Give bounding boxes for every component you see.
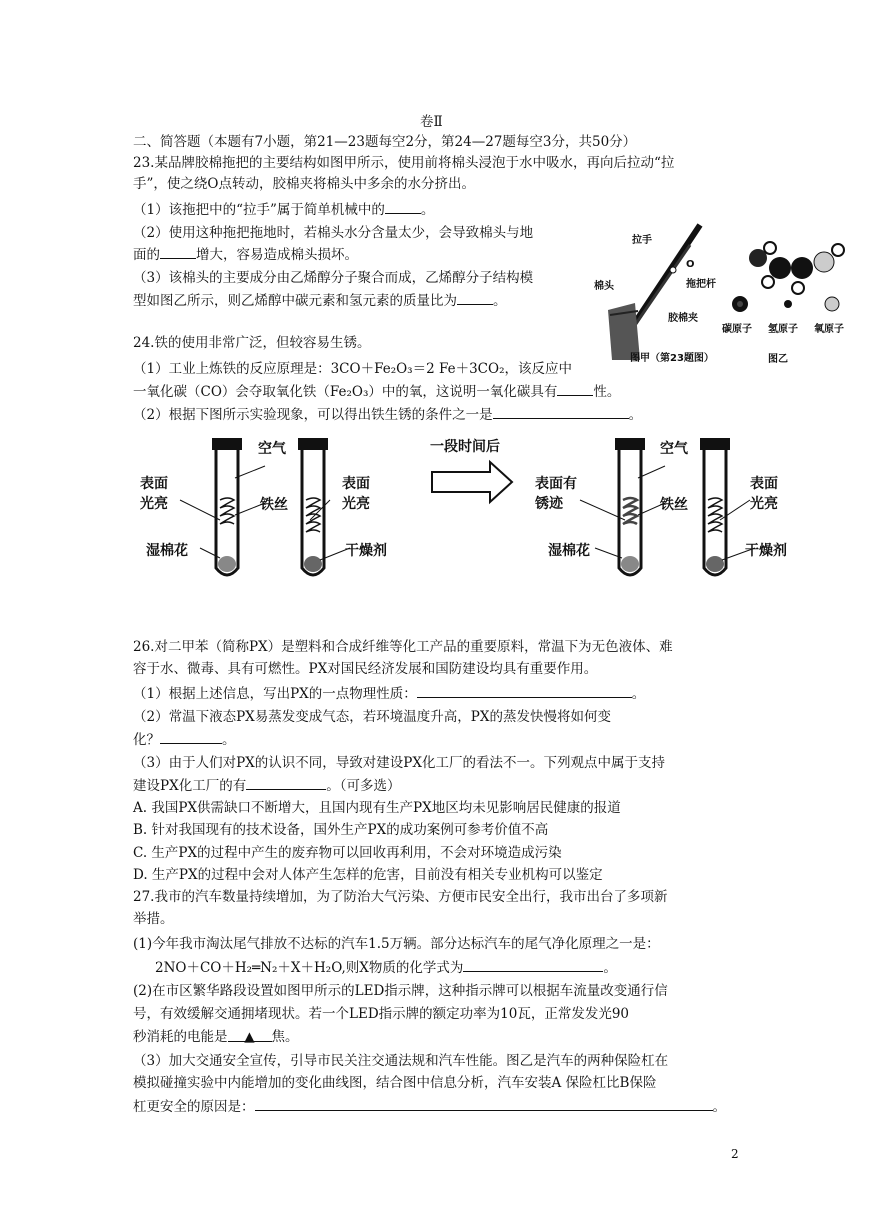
q23-line2: 手”，使之绕O点转动，胶棉夹将棉头中多余的水分挤出。 [133,176,475,192]
rust-experiment-figure [140,430,800,590]
q23-part3b: 型如图乙所示，则乙烯醇中碳元素和氢元素的质量比为 。 [133,293,507,309]
q24-part1b: 一氧化碳（CO）会夺取氧化铁（Fe₂O₃）中的氧，这说明一氧化碳具有 性。 [133,384,621,400]
q27-part3a: （3）加大交通安全宣传，引导市民关注交通法规和汽车性能。图乙是汽车的两种保险杠在 [133,1053,669,1069]
label-air-1: 空气 [258,441,286,457]
mop-head-label: 棉头 [594,281,614,292]
q24-answer-blank-2[interactable] [493,405,629,419]
label-surface-bright-2: 表面 光亮 [342,476,370,512]
q26-option-a: A. 我国PX供需缺口不断增大，且国内现有生产PX地区均未见影响居民健康的报道 [133,800,621,816]
q26-part1: （1）根据上述信息，写出PX的一点物理性质： 。 [133,686,646,702]
label-wet-cotton-2: 湿棉花 [548,543,590,559]
q27-line1: 27.我市的汽车数量持续增加，为了防治大气污染、方便市民安全出行，我市出台了多项新 [133,889,668,905]
mop-rod-label: 拖把杆 [686,279,716,290]
label-iron-wire-2: 铁丝 [660,497,688,513]
q27-part1b: 2NO＋CO＋H₂═N₂＋X＋H₂O,则X物质的化学式为 。 [155,960,617,976]
q26-part2a: （2）常温下液态PX易蒸发变成气态，若环境温度升高，PX的蒸发快慢将如何变 [133,709,611,725]
q23-line1: 23.某品牌胶棉拖把的主要结构如图甲所示，使用前将棉头浸泡于水中吸水，再向后拉动“拉 [133,155,675,171]
q27-part2a: (2)在市区繁华路段设置如图甲所示的LED指示牌，这种指示牌可以根据车流量改变通行信 [133,983,668,999]
q26-part3b: 建设PX化工厂的有 。（可多选） [133,778,401,794]
q26-line2: 容于水、微毒、具有可燃性。PX对国民经济发展和国防建设均具有重要作用。 [133,661,598,677]
q26-option-d: D. 生产PX的过程中会对人体产生怎样的危害，目前没有相关专业机构可以鉴定 [133,867,603,883]
hydrogen-atom-label: 氢原子 [768,324,798,335]
q24-line1: 24.铁的使用非常广泛，但较容易生锈。 [133,335,371,351]
molecule-figure [722,230,858,370]
label-iron-wire-1: 铁丝 [260,497,288,513]
q27-answer-blank-3[interactable] [255,1097,713,1111]
mop-figure [590,215,740,370]
q26-line1: 26.对二甲苯（简称PX）是塑料和合成纤维等化工产品的重要原料，常温下为无色液体、难 [133,639,673,655]
carbon-atom-label: 碳原子 [722,324,752,335]
q27-part2c: 秒消耗的电能是 ▲ 焦。 [133,1029,299,1045]
q27-line2: 举措。 [133,911,174,927]
q26-option-c: C. 生产PX的过程中产生的废弃物可以回收再利用，不会对环境造成污染 [133,845,562,861]
mop-clip-label: 胶棉夹 [668,313,698,324]
q24-part2: （2）根据下图所示实验现象，可以得出铁生锈的条件之一是 。 [133,407,643,423]
q23-part3a: （3）该棉头的主要成分由乙烯醇分子聚合而成，乙烯醇分子结构模 [133,270,534,286]
q23-answer-blank-3[interactable] [457,291,493,305]
section-heading: 二、简答题（本题有7小题，第21—23题每空2分，第24—27题每空3分，共50分） [133,134,637,150]
atom-legend-icons [728,292,858,316]
label-air-2: 空气 [660,441,688,457]
label-surface-rust: 表面有 锈迹 [535,476,577,512]
q23-answer-blank-1[interactable] [385,200,421,214]
q26-part2b: 化？ 。 [133,732,236,748]
answer-placeholder-triangle: ▲ [244,1029,255,1045]
q23-part1: （1）该拖把中的“拉手”属于简单机械中的 。 [133,202,435,218]
q27-part2b: 号，有效缓解交通拥堵现状。若一个LED指示牌的额定功率为10瓦，正常发发光90 [133,1006,629,1022]
q23-part2b: 面的 增大，容易造成棉头损坏。 [133,247,358,263]
label-desiccant-2: 干燥剂 [745,543,787,559]
q24-answer-blank-1[interactable] [557,382,593,396]
q27-part1a: (1)今年我市淘汰尾气排放不达标的汽车1.5万辆。部分达标汽车的尾气净化原理之一是： [133,936,660,952]
q27-answer-blank-1[interactable] [463,958,603,972]
label-wet-cotton-1: 湿棉花 [146,543,188,559]
mop-o-label: O [686,259,695,270]
q23-answer-blank-2[interactable] [160,245,196,259]
q26-part3a: （3）由于人们对PX的认识不同，导致对建设PX化工厂的看法不一。下列观点中属于支持 [133,755,665,771]
q26-answer-blank-3[interactable] [246,776,326,790]
label-surface-bright-1: 表面 光亮 [140,476,168,512]
label-surface-bright-3: 表面 光亮 [750,476,778,512]
q27-part3c: 杠更安全的原因是： 。 [133,1099,726,1115]
q27-answer-blank-2[interactable] [228,1028,272,1045]
label-desiccant-1: 干燥剂 [345,543,387,559]
q26-option-b: B. 针对我国现有的技术设备，国外生产PX的成功案例可参考价值不高 [133,822,549,838]
oxygen-atom-label: 氧原子 [814,324,844,335]
fig-caption-a: 图甲（第23题图） [630,353,714,364]
section-title: 卷Ⅱ [420,114,443,130]
label-after-time: 一段时间后 [430,439,500,455]
mop-handle-label: 拉手 [632,235,652,246]
q24-part1a: （1）工业上炼铁的反应原理是：3CO＋Fe₂O₃＝2 Fe＋3CO₂，该反应中 [133,361,572,377]
q26-answer-blank-1[interactable] [417,684,632,698]
q23-part2a: （2）使用这种拖把拖地时，若棉头水分含量太少，会导致棉头与地 [133,225,534,241]
fig-caption-b: 图乙 [768,354,788,365]
q27-part3b: 模拟碰撞实验中内能增加的变化曲线图，结合图中信息分析，汽车安装A 保险杠比B保险 [133,1075,657,1091]
q26-answer-blank-2[interactable] [160,730,222,744]
page-number: 2 [731,1147,739,1161]
mop-diagram [590,215,740,370]
